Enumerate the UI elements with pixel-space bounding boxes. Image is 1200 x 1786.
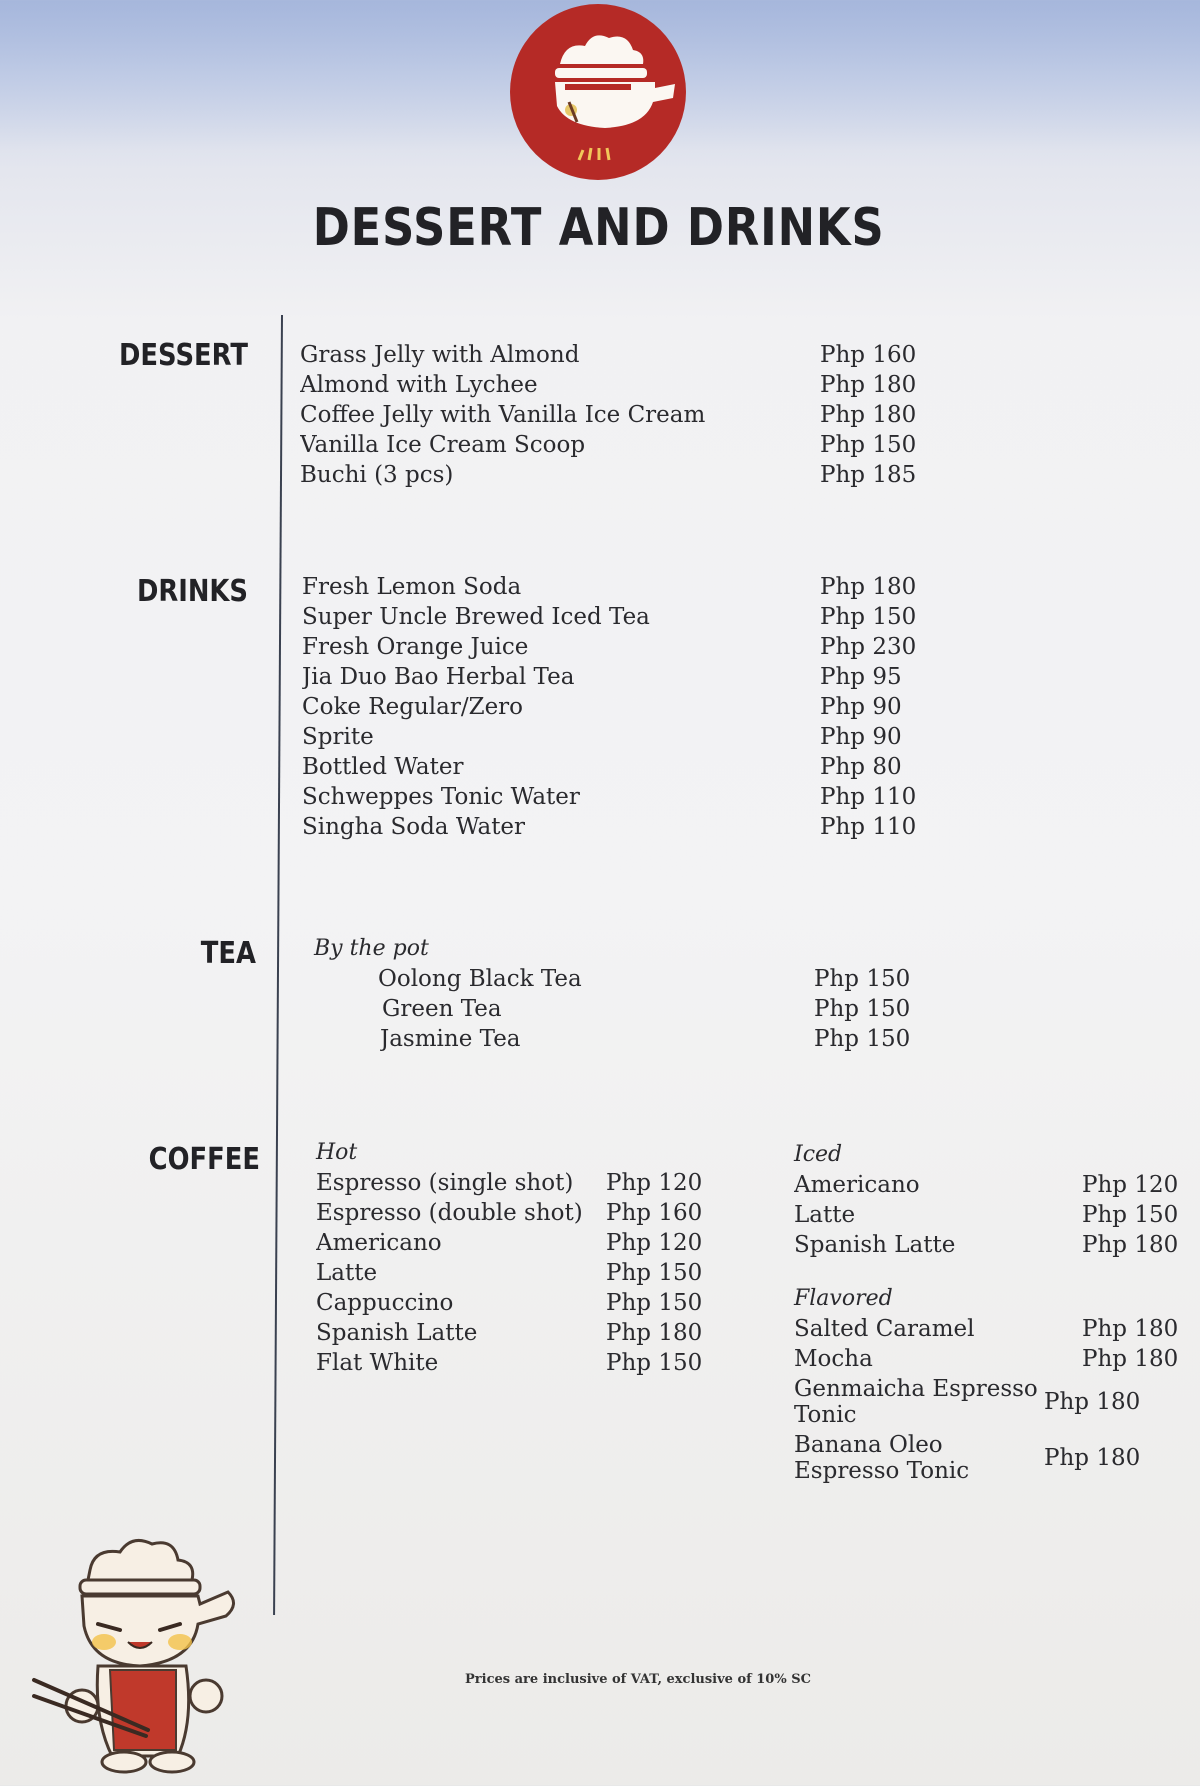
item-name: Almond with Lychee	[300, 372, 538, 398]
item-price: Php 150	[1082, 1202, 1179, 1228]
menu-item	[316, 1198, 706, 1228]
item-price: Php 110	[820, 814, 917, 840]
restaurant-logo	[505, 2, 691, 182]
coffee-iced-list	[794, 1138, 1182, 1260]
menu-item	[316, 1288, 706, 1318]
menu-item	[794, 1170, 1182, 1200]
menu-item	[316, 1258, 706, 1288]
item-price: Php 120	[606, 1230, 703, 1256]
item-name: Espresso (single shot)	[316, 1170, 574, 1196]
footer-note: Prices are inclusive of VAT, exclusive of 10% SC	[465, 1672, 811, 1687]
item-name: Espresso (double shot)	[316, 1200, 583, 1226]
item-price: Php 110	[820, 784, 917, 810]
item-name: Spanish Latte	[794, 1232, 956, 1258]
menu-item	[302, 692, 920, 722]
section-label-tea: TEA	[200, 936, 256, 971]
item-name: Singha Soda Water	[302, 814, 526, 840]
item-price: Php 95	[820, 664, 902, 690]
menu-item	[794, 1430, 1154, 1486]
item-name: Coffee Jelly with Vanilla Ice Cream	[300, 402, 706, 428]
item-name: Oolong Black Tea	[378, 966, 582, 992]
item-price: Php 185	[820, 462, 917, 488]
item-name: Bottled Water	[302, 754, 464, 780]
section-label-coffee: COFFEE	[148, 1142, 260, 1177]
menu-item	[300, 340, 920, 370]
item-price: Php 150	[814, 966, 911, 992]
item-name: Americano	[316, 1230, 442, 1256]
item-name: Green Tea	[382, 996, 502, 1022]
menu-item	[302, 602, 920, 632]
menu-item	[794, 1230, 1182, 1260]
item-price: Php 150	[820, 432, 917, 458]
item-price: Php 150	[814, 1026, 911, 1052]
tea-subheading: By the pot	[314, 935, 429, 961]
page-title: DESSERT AND DRINKS	[312, 198, 885, 258]
menu-item	[302, 662, 920, 692]
menu-item	[314, 964, 914, 994]
menu-item	[302, 752, 920, 782]
item-price: Php 160	[820, 342, 917, 368]
menu-item	[300, 460, 920, 490]
item-name: Spanish Latte	[316, 1320, 478, 1346]
chef-mascot-illustration	[28, 1530, 258, 1780]
item-price: Php 180	[606, 1320, 703, 1346]
dessert-list	[300, 340, 920, 490]
item-name: Americano	[794, 1172, 920, 1198]
item-price: Php 180	[1082, 1232, 1179, 1258]
menu-item	[302, 782, 920, 812]
vertical-divider	[273, 315, 283, 1615]
coffee-hot-subheading: Hot	[316, 1139, 358, 1165]
item-name: Fresh Lemon Soda	[302, 574, 522, 600]
item-price: Php 90	[820, 724, 902, 750]
menu-item	[794, 1344, 1182, 1374]
item-name: Jasmine Tea	[380, 1026, 521, 1052]
menu-item	[302, 722, 920, 752]
tea-list	[314, 932, 914, 1054]
item-price: Php 180	[820, 574, 917, 600]
drinks-list	[302, 572, 920, 842]
item-price: Php 230	[820, 634, 917, 660]
menu-item	[300, 370, 920, 400]
menu-item	[302, 572, 920, 602]
menu-item	[316, 1318, 706, 1348]
menu-item	[316, 1168, 706, 1198]
item-price: Php 160	[606, 1200, 703, 1226]
item-price: Php 150	[814, 996, 911, 1022]
item-price: Php 180	[820, 372, 917, 398]
item-name: Latte	[316, 1260, 378, 1286]
item-name: Banana Oleo Espresso Tonic	[794, 1432, 970, 1484]
item-name: Fresh Orange Juice	[302, 634, 529, 660]
menu-item	[300, 430, 920, 460]
item-name: Latte	[794, 1202, 856, 1228]
item-name: Jia Duo Bao Herbal Tea	[302, 664, 575, 690]
menu-item	[794, 1200, 1182, 1230]
item-name: Schweppes Tonic Water	[302, 784, 580, 810]
menu-item	[314, 994, 914, 1024]
item-price: Php 150	[820, 604, 917, 630]
item-name: Flat White	[316, 1350, 439, 1376]
item-name: Genmaicha Espresso Tonic	[794, 1376, 1038, 1428]
menu-item	[314, 1024, 914, 1054]
item-name: Vanilla Ice Cream Scoop	[300, 432, 586, 458]
item-name: Salted Caramel	[794, 1316, 975, 1342]
menu-item	[794, 1314, 1182, 1344]
item-price: Php 150	[606, 1260, 703, 1286]
item-price: Php 180	[1044, 1445, 1141, 1471]
item-name: Buchi (3 pcs)	[300, 462, 454, 488]
menu-item	[316, 1228, 706, 1258]
item-price: Php 150	[606, 1290, 703, 1316]
item-name: Grass Jelly with Almond	[300, 342, 580, 368]
item-name: Super Uncle Brewed Iced Tea	[302, 604, 650, 630]
item-name: Mocha	[794, 1346, 873, 1372]
item-price: Php 120	[606, 1170, 703, 1196]
item-price: Php 180	[1082, 1346, 1179, 1372]
item-name: Coke Regular/Zero	[302, 694, 524, 720]
menu-item	[302, 812, 920, 842]
menu-item	[794, 1374, 1154, 1430]
item-price: Php 120	[1082, 1172, 1179, 1198]
section-label-drinks: DRINKS	[136, 574, 248, 609]
coffee-flavored-subheading: Flavored	[794, 1285, 893, 1311]
coffee-hot-list	[316, 1136, 706, 1378]
section-label-dessert: DESSERT	[119, 338, 248, 373]
item-price: Php 90	[820, 694, 902, 720]
item-price: Php 150	[606, 1350, 703, 1376]
coffee-iced-subheading: Iced	[794, 1141, 843, 1167]
item-name: Cappuccino	[316, 1290, 454, 1316]
menu-item	[316, 1348, 706, 1378]
item-price: Php 180	[1044, 1389, 1141, 1415]
coffee-flavored-list	[794, 1282, 1182, 1486]
item-name: Sprite	[302, 724, 374, 750]
menu-item	[302, 632, 920, 662]
item-price: Php 180	[1082, 1316, 1179, 1342]
item-price: Php 80	[820, 754, 902, 780]
menu-item	[300, 400, 920, 430]
item-price: Php 180	[820, 402, 917, 428]
